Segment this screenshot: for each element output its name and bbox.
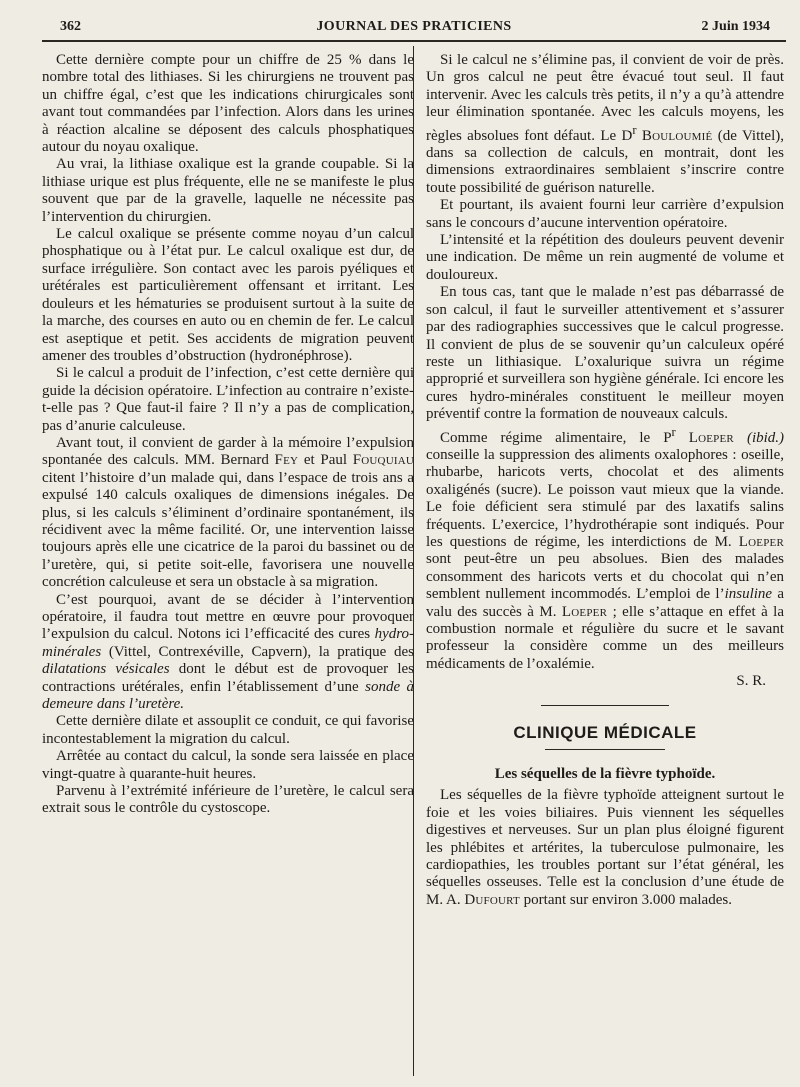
page-header	[42, 14, 786, 42]
right-column	[426, 52, 784, 909]
paragraph: Parvenu à l’extrémité inférieure de l’uretère, le calcul sera extrait sous le contrôle du cystoscope.	[42, 783, 414, 817]
emphasis: sonde à demeure dans l’uretère.	[42, 678, 414, 713]
emphasis: insuline	[724, 586, 773, 603]
paragraph: L’intensité et la répétition des douleurs peuvent devenir une indication. De même un rein augmenté de volume et douloureux.	[426, 232, 784, 283]
emphasis: dilatations vésicales	[42, 661, 170, 678]
left-column	[42, 52, 414, 818]
signature: S. R.	[736, 673, 766, 690]
paragraph: Cette dernière dilate et assouplit ce conduit, ce qui favorise incontestablement la migration du calcul.	[42, 713, 414, 747]
issue-date: 2 Juin 1934	[701, 19, 770, 34]
author-name: Loeper	[561, 603, 608, 620]
paragraph: Et pourtant, ils avaient fourni leur carrière d’expulsion sans le concours d’aucune intervention opératoire.	[426, 197, 784, 231]
author-name: Dufourt	[464, 891, 520, 908]
author-name: Fey	[274, 452, 299, 469]
paragraph: Au vrai, la lithiase oxalique est la grande coupable. Si la lithiase urique est plus fréquente, elle ne se manifeste le plus souvent que par de la gravelle, laquelle ne nécessite pas l’intervention du chirurgien.	[42, 156, 414, 225]
author-name: Loeper	[688, 429, 734, 446]
paragraph: Cette dernière compte pour un chiffre de 25 % dans le nombre total des lithiases. Si les chirurgiens ne trouvent pas un chiffre égal, c’est que les indications chirurgicales sont avant tout commandées par l’infection. Alors dans les urines à réaction alcaline se déposent des calculs phosphatiques autour du noyau oxalique.	[42, 52, 414, 156]
paragraph: Comme régime alimentaire, le $P^r$ Loeper (ibid.) conseille la suppression des aliments oxalophores : oseille, rhubarbe, haricots verts, chocolat et des aliments oxaligénés (sucre). Le poisson vaut mieux que la viande. Le foie déficient sera stimulé par des laxatifs salins fréquents. L’exercice, l’hydrothérapie sont indiqués. Pour les questions de régime, les interdictions de M. Loeper sont peut-être un peu absolues. Bien des malades consomment des haricots verts et du chocolat qui n’en semblent nullement incommodés. L’emploi de l’insuline a valu des succès à M. Loeper ; elle s’attaque en effet à la combustion normale et régulière du sucre et le savant professeur la considère comme un des meilleurs médicaments de l’oxalémie.	[426, 424, 785, 672]
section-rule	[541, 705, 669, 706]
section-title-underline	[545, 749, 665, 750]
paragraph: Avant tout, il convient de garder à la mémoire l’expulsion spontanée des calculs. MM. Bernard Fey et Paul Fouquiau citent l’histoire d’un malade qui, dans l’espace de trois ans a expulsé 140 calculs oxaliques de dimensions inégales. De plus, si les calculs s’éliminent d’ordinaire spontanément, ils récidivent avec la même facilité. Or, une intervention laisse toujours après elle une cicatrice de la paroi du bassinet ou de l’uretère, qui, si petite soit-elle, favorisera une nouvelle concrétion calculeuse et sera un obstacle à sa migration.	[42, 434, 414, 591]
author-name: Fouquiau	[352, 452, 414, 469]
paragraph: En tous cas, tant que le malade n’est pas débarrassé de son calcul, il faut le surveiller attentivement et s’assurer par des radiographies successives que le calcul progresse. Il convient de plus de se souvenir qu’un calculeux opéré reste un lithiasique. L’oxalurique suivra un régime approprié et surveillera son hygiène générale. Ici encore les cures hydro-minérales constituent le meilleur moyen préventif contre la formation de nouveaux calculs.	[426, 284, 784, 423]
page-number: 362	[60, 19, 81, 34]
paragraph: C’est pourquoi, avant de se décider à l’intervention opératoire, il faudra tout mettre en œuvre pour provoquer l’expulsion du calcul. Notons ici l’efficacité des cures hydro-minérales (Vittel, Contrexéville, Capvern), la pratique des dilatations vésicales dont le début est de provoquer les contractions urétérales, enfin l’établissement d’une sonde à demeure dans l’uretère.	[42, 591, 414, 713]
section-title: CLINIQUE MÉDICALE	[513, 722, 697, 742]
paragraph: Si le calcul ne s’élimine pas, il convient de voir de près. Un gros calcul ne peut être évacué tout seul. Il faut intervenir. Avec les calculs très petits, il n’y a qu’à attendre leur élimination spontanée. Avec les calculs moyens, les règles absolues font défaut. Le $D^r$ Bouloumié (de Vittel), dans sa collection de calculs, en montrait, dont les dimensions extraordinaires semblaient s’inscrire contre toute possibilité de guérison naturelle.	[426, 52, 784, 196]
paragraph: Arrêtée au contact du calcul, la sonde sera laissée en place vingt-quatre à quarante-huit heures.	[42, 748, 414, 782]
author-name: Loeper	[738, 533, 784, 550]
paragraph: Les séquelles de la fièvre typhoïde atteignent surtout le foie et les voies biliaires. Puis viennent les séquelles digestives et nerveuses. Sur un plan plus éloigné figurent les phlébites et artérites, la tuberculose pulmonaire, les cardiopathies, les troubles portant sur l’état général, les séquelles osseuses. Telle est la conclusion d’une étude de M. A. Dufourt portant sur environ 3.000 malades.	[426, 787, 784, 908]
journal-title: JOURNAL DES PRATICIENS	[316, 19, 512, 34]
article-title: Les séquelles de la fièvre typhoïde.	[494, 766, 716, 783]
paragraph: Si le calcul a produit de l’infection, c’est cette dernière qui guide la décision opératoire. L’infection au contraire n’existe-t-elle pas ? Que faut-il faire ? Il n’y a pas de complication, pas d’anurie calculeuse.	[42, 365, 414, 434]
author-name: Bouloumié	[641, 127, 713, 144]
emphasis: hydro-minérales	[42, 626, 414, 660]
paragraph: Le calcul oxalique se présente comme noyau d’un calcul phosphatique ou à l’état pur. Le calcul oxalique est dur, de surface irrégulière. Son contact avec les parois pyéliques et urétérales est particulièrement offensant et irritant. Les douleurs et les hématuries se produisent surtout à la suite de la marche, des courses en auto ou en chemin de fer. Le calcul est aseptique et petit. Ses accidents de migration peuvent amener des troubles d’obstruction (hydronéphrose).	[42, 226, 414, 364]
